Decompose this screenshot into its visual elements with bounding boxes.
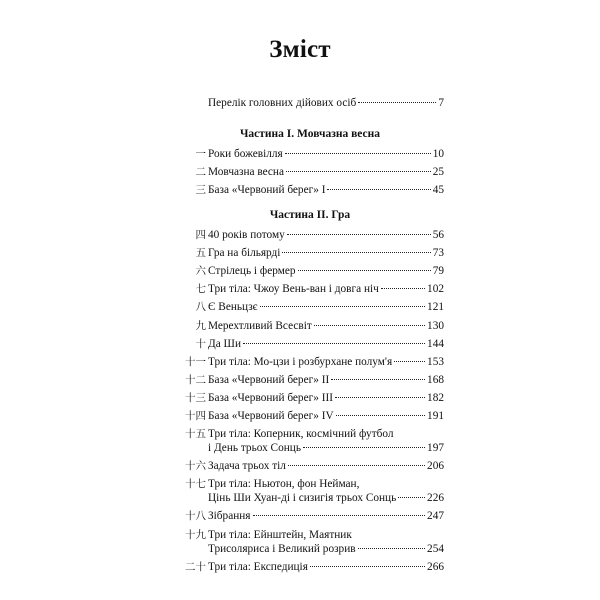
- entry-label: Три тіла: Коперник, космічний футбол: [208, 428, 394, 441]
- toc-entry: [195, 264, 444, 278]
- chapter-numeral: 十一: [185, 355, 206, 368]
- entry-page: 182: [427, 391, 444, 404]
- chapter-numeral: 七: [195, 283, 206, 296]
- chapter-numeral: 十七: [185, 478, 206, 491]
- toc-entry: [185, 528, 444, 556]
- entry-label: Три тіла: Ньютон, фон Нейман,: [208, 478, 360, 491]
- dot-leader: [282, 252, 430, 253]
- toc-entry: [185, 391, 444, 405]
- toc-entry: [185, 409, 444, 423]
- entry-label: Три тіла: Ейнштейн, Маятник: [208, 528, 352, 541]
- entry-page: 10: [432, 148, 444, 160]
- toc-entry: [185, 355, 444, 369]
- toc-entry: [185, 427, 444, 455]
- entry-page: 191: [427, 410, 444, 422]
- chapter-numeral: 六: [195, 265, 206, 278]
- chapter-numeral: 二: [195, 166, 206, 179]
- entry-page: 144: [427, 337, 444, 350]
- dot-leader: [298, 270, 431, 271]
- toc-entry: [195, 300, 444, 314]
- entry-label: Цінь Ши Хуан-ді і сизигія трьох Сонць: [208, 492, 397, 505]
- toc-entry: [195, 337, 444, 351]
- dot-leader: [286, 171, 431, 172]
- chapter-numeral: 十三: [185, 391, 206, 404]
- dot-leader: [327, 189, 430, 190]
- dot-leader: [398, 497, 425, 498]
- entry-label: База «Червоний берег» II: [208, 373, 330, 386]
- chapter-numeral: 十九: [185, 528, 206, 541]
- entry-label: Перелік головних дійових осіб: [208, 97, 357, 109]
- entry-label: Задача трьох тіл: [208, 460, 286, 473]
- entry-page: 7: [438, 97, 444, 109]
- entry-label: Мовчазна весна: [208, 166, 284, 179]
- entry-label: Зібрання: [208, 510, 251, 523]
- entry-page: 226: [427, 492, 444, 505]
- toc-entry: [195, 282, 444, 296]
- toc-entry: [195, 228, 444, 242]
- chapter-numeral: 十五: [185, 428, 206, 441]
- entry-label: 40 років потому: [208, 229, 285, 241]
- entry-page: 45: [432, 184, 444, 197]
- section-heading: Частина II. Гра: [269, 209, 351, 221]
- entry-label: Три тіла: Мо-цзи і розбурхане полум'я: [208, 355, 393, 368]
- toc-entry: [195, 183, 444, 197]
- toc-entry: [195, 165, 444, 179]
- toc-entry: [185, 459, 444, 473]
- chapter-numeral: 一: [195, 148, 206, 160]
- entry-label: Мерехтливий Всесвіт: [208, 319, 312, 332]
- entry-label: Стрілець і фермер: [208, 265, 296, 278]
- chapter-numeral: 五: [195, 247, 206, 260]
- dot-leader: [303, 447, 425, 448]
- dot-leader: [394, 361, 425, 362]
- dot-leader: [285, 153, 431, 154]
- entry-page: 206: [427, 460, 444, 473]
- toc-entry: [195, 147, 444, 161]
- chapter-numeral: 八: [195, 301, 206, 314]
- entry-page: 254: [427, 542, 444, 555]
- entry-page: 168: [427, 373, 444, 386]
- dot-leader: [314, 325, 425, 326]
- entry-label: База «Червоний берег» III: [208, 391, 333, 404]
- dot-leader: [287, 234, 431, 235]
- chapter-numeral: 十八: [185, 510, 206, 523]
- toc-entry: [185, 509, 444, 523]
- toc-entry: [195, 246, 444, 260]
- entry-page: 121: [427, 301, 444, 314]
- entry-page: 247: [427, 510, 444, 523]
- chapter-numeral: 十: [195, 337, 206, 350]
- dot-leader: [260, 306, 426, 307]
- entry-page: 102: [427, 283, 444, 296]
- chapter-numeral: 十四: [185, 410, 206, 422]
- entry-page: 197: [427, 442, 444, 455]
- entry-page: 130: [427, 319, 444, 332]
- entry-label: і День трьох Сонць: [208, 442, 301, 455]
- chapter-numeral: 十六: [185, 460, 206, 473]
- dot-leader: [310, 566, 425, 567]
- toc-entry: [185, 560, 444, 574]
- toc-entry: [185, 373, 444, 387]
- dot-leader: [381, 288, 425, 289]
- entry-label: База «Червоний берег» IV: [208, 410, 334, 422]
- entry-label: Три тіла: Чжоу Вень-ван і довга ніч: [208, 283, 379, 296]
- section-heading: Частина I. Мовчазна весна: [239, 128, 381, 140]
- toc-entry: [185, 477, 444, 505]
- entry-label: Да Ши: [208, 337, 241, 350]
- entry-page: 56: [432, 229, 444, 241]
- chapter-numeral: 十二: [185, 373, 206, 386]
- dot-leader: [331, 379, 425, 380]
- entry-label: База «Червоний берег» I: [208, 184, 326, 197]
- entry-page: 79: [432, 265, 444, 278]
- dot-leader: [335, 397, 425, 398]
- toc-entry: [195, 319, 444, 333]
- page-title: Зміст: [269, 36, 331, 63]
- entry-label: Є Веньцзє: [208, 301, 258, 314]
- dot-leader: [336, 415, 425, 416]
- chapter-numeral: 二十: [185, 560, 206, 573]
- dot-leader: [358, 102, 436, 103]
- entry-label: Роки божевілля: [208, 148, 283, 160]
- chapter-numeral: 四: [195, 229, 206, 241]
- dot-leader: [253, 515, 426, 516]
- chapter-numeral: 三: [195, 184, 206, 197]
- entry-label: Гра на більярді: [208, 247, 281, 260]
- toc-entry-front: [208, 96, 444, 110]
- dot-leader: [243, 343, 425, 344]
- entry-page: 266: [427, 560, 444, 573]
- entry-label: Трисоляриса і Великий розрив: [208, 542, 356, 555]
- entry-page: 73: [432, 247, 444, 260]
- entry-page: 153: [427, 355, 444, 368]
- chapter-numeral: 九: [195, 319, 206, 332]
- entry-label: Три тіла: Експедиція: [208, 560, 308, 573]
- dot-leader: [358, 548, 425, 549]
- dot-leader: [288, 465, 425, 466]
- entry-page: 25: [432, 166, 444, 179]
